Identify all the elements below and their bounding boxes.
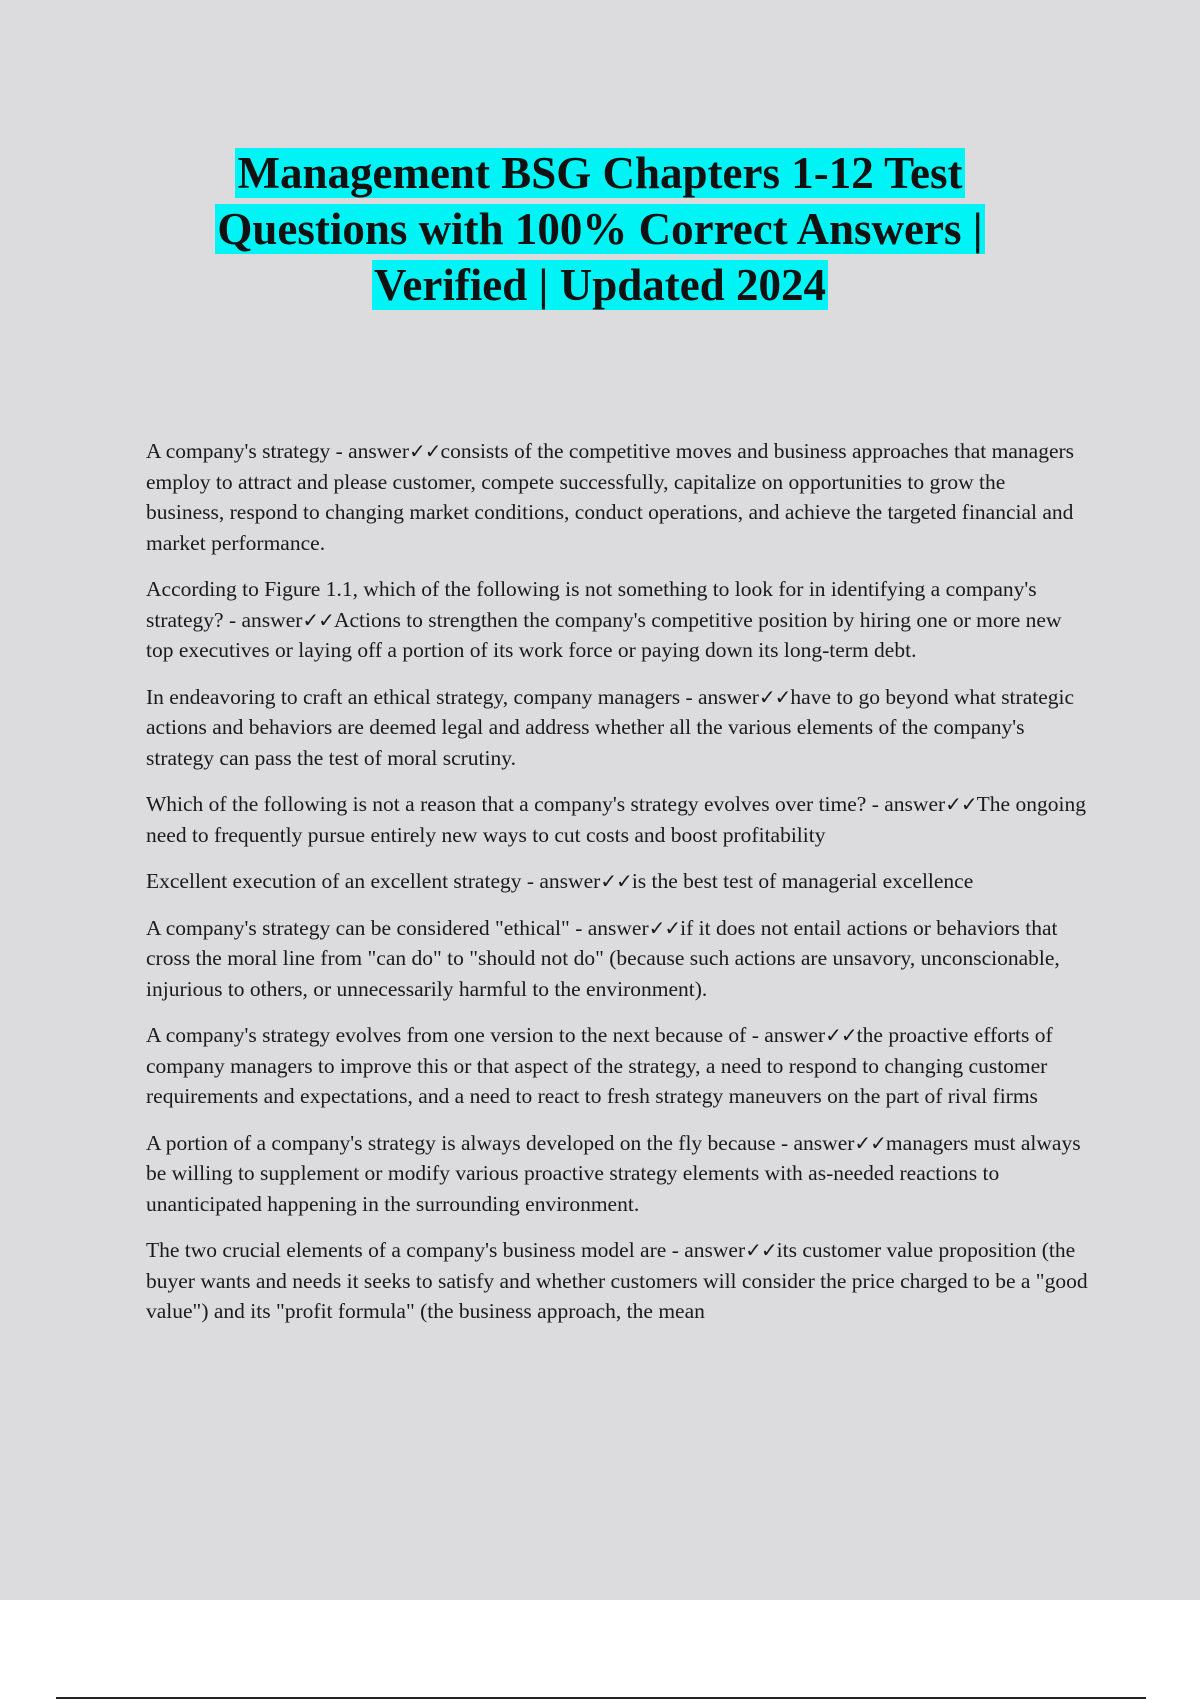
answer-text: The ongoing need to frequently pursue entirely new ways to cut costs and boost profitability (146, 792, 1086, 847)
qa-item (146, 682, 1088, 774)
double-check-icon: ✓✓ (409, 439, 441, 463)
answer-text: have to go beyond what strategic actions and behaviors are deemed legal and address whether all the various elements of the company's strategy can pass the test of moral scrutiny. (146, 684, 1075, 770)
answer-text: managers must always be willing to supplement or modify various proactive strategy elements with as-needed reactions to unanticipated happening in the surrounding environment. (146, 1130, 1081, 1216)
answer-text: is the best test of managerial excellence (631, 869, 974, 893)
title-line-1: Management BSG Chapters 1-12 Test (237, 148, 963, 198)
answer-marker: - answer (569, 915, 649, 940)
qa-item (146, 574, 1088, 666)
double-check-icon: ✓✓ (854, 1130, 886, 1155)
qa-item (146, 789, 1088, 850)
title-line-2: Questions with 100% Correct Answers | (217, 204, 983, 254)
answer-marker: - answer (680, 684, 759, 709)
question-text: A portion of a company's strategy is always developed on the fly because (146, 1130, 776, 1155)
qa-list (146, 436, 1088, 1343)
answer-text: if it does not entail actions or behaviors that cross the moral line from "can do" to "should not do" (because such actions are unsavory, unconscionable, injurious to others, or unnecessarily harmful to the environment). (146, 915, 1060, 1001)
double-check-icon: ✓✓ (600, 869, 632, 893)
footer-divider (56, 1697, 1146, 1699)
answer-marker: - answer (666, 1238, 746, 1262)
question-text: According to Figure 1.1, which of the following is not something to look for in identifying a company's strategy? (146, 577, 1037, 632)
double-check-icon: ✓✓ (302, 607, 334, 632)
answer-text: consists of the competitive moves and business approaches that managers employ to attract and please customer, compete successfully, capitalize on opportunities to grow the business, respond to changing market conditions, conduct operations, and achieve the targeted financial and market performance. (146, 439, 1075, 555)
question-text: Excellent execution of an excellent strategy (146, 869, 522, 893)
answer-text: Actions to strengthen the company's competitive position by hiring one or more new top executives or laying off a portion of its work force or paying down its long-term debt. (146, 607, 1062, 662)
double-check-icon: ✓✓ (648, 915, 681, 940)
qa-item (146, 436, 1088, 558)
double-check-icon: ✓✓ (745, 1238, 777, 1262)
question-text: A company's strategy can be considered "ethical" (146, 915, 570, 940)
qa-item (146, 913, 1088, 1005)
question-text: Which of the following is not a reason that a company's strategy evolves over time? (146, 792, 867, 816)
answer-text: the proactive efforts of company managers to improve this or that aspect of the strategy, a need to respond to changing customer requirements and expectations, and a need to react to fresh strategy maneuvers on the part of rival firms (146, 1023, 1053, 1108)
answer-marker: - answer (521, 869, 601, 893)
double-check-icon: ✓✓ (758, 684, 791, 709)
question-text: A company's strategy (146, 439, 331, 463)
qa-item (146, 1128, 1088, 1220)
answer-marker: - answer (330, 439, 410, 463)
question-text: In endeavoring to craft an ethical strategy, company managers (146, 684, 681, 709)
title-line-3: Verified | Updated 2024 (374, 260, 826, 310)
document-title (0, 145, 1200, 313)
answer-marker: - answer (746, 1023, 826, 1047)
question-text: The two crucial elements of a company's business model are (146, 1238, 667, 1262)
qa-item (146, 866, 1088, 897)
answer-text: its customer value proposition (the buyer wants and needs it seeks to satisfy and whether customers will consider the price charged to be a "good value") and its "profit formula" (the business approach, the mean (146, 1238, 1088, 1323)
answer-marker: - answer (223, 607, 303, 632)
question-text: A company's strategy evolves from one version to the next because of (146, 1023, 747, 1047)
double-check-icon: ✓✓ (945, 792, 977, 816)
double-check-icon: ✓✓ (825, 1023, 857, 1047)
answer-marker: - answer (775, 1130, 855, 1155)
answer-marker: - answer (866, 792, 946, 816)
qa-item (146, 1020, 1088, 1112)
qa-item (146, 1235, 1088, 1327)
